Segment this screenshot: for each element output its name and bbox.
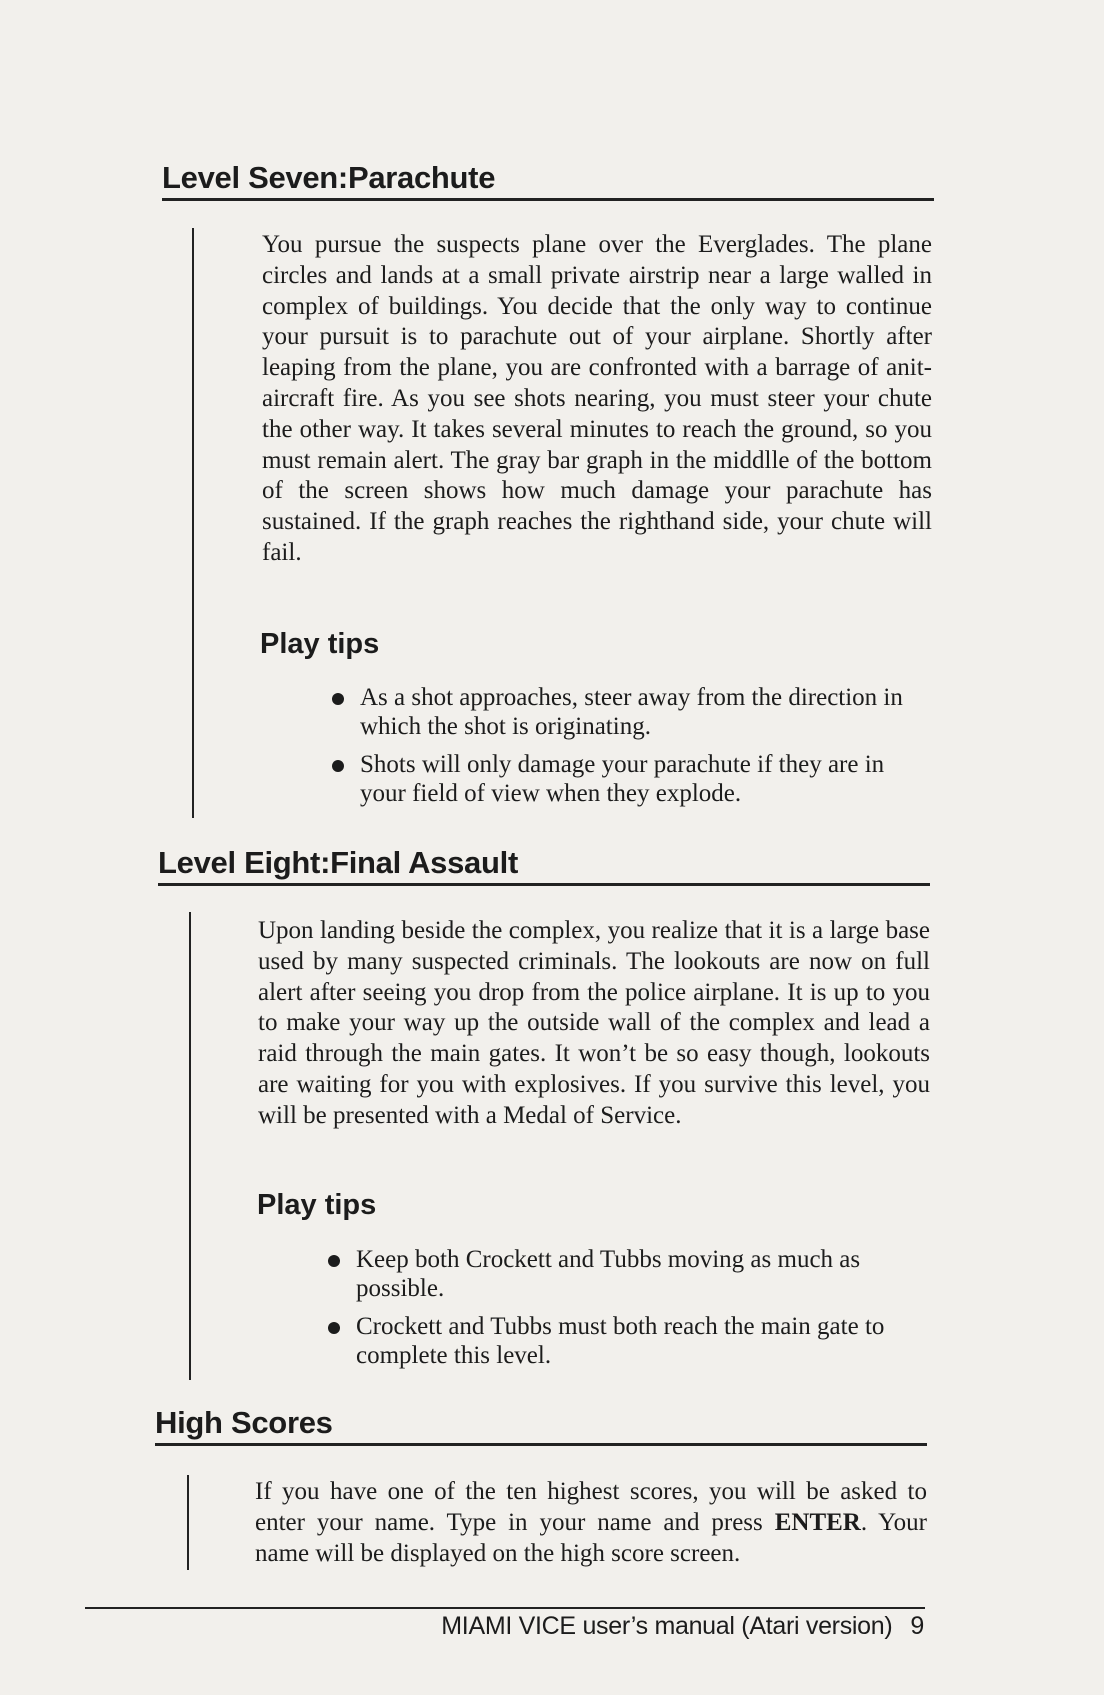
- section-side-rule: [189, 912, 191, 1380]
- section-side-rule: [192, 228, 194, 818]
- list-item: [328, 1245, 930, 1303]
- tip-text: Crockett and Tubbs must both reach the main gate to complete this level.: [356, 1313, 885, 1369]
- section-body-level-seven: You pursue the suspects plane over the Everglades. The plane circles and lands at a small private airstrip near a large walled in complex of buildings. You decide that the only way to continue your pursuit is to parachute out of your airplane. Shortly after leaping from the plane, you are confronted with a barrage of anit-aircraft fire. As you see shots nearing, you must steer your chute the other way. It takes several minutes to reach the ground, so you must remain alert. The gray bar graph in the middlle of the bottom of the screen shows how much damage your parachute has sustained. If the graph reaches the righthand side, your chute will fail.: [262, 231, 932, 566]
- section-body-level-eight: Upon landing beside the complex, you realize that it is a large base used by many suspected criminals. The lookouts are now on full alert after seeing you drop from the police airplane. It is up to you to make your way up the outside wall of the complex and lead a raid through the main gates. It won’t be so easy though, lookouts are waiting for you with explosives. If you survive this level, you will be presented with a Medal of Service.: [258, 917, 930, 1129]
- body-text-part: . Your name will be displayed on the high score screen.: [255, 1508, 928, 1567]
- body-text-part: If you have one of the ten highest scores, you will be asked to enter your name. Type in your name and press: [255, 1478, 927, 1536]
- list-item: [332, 683, 932, 741]
- tip-text: Keep both Crockett and Tubbs moving as much as possible.: [356, 1246, 861, 1302]
- page-number: 9: [910, 1612, 924, 1640]
- section-title-high-scores: High Scores: [155, 1405, 927, 1446]
- key-name: ENTER: [774, 1508, 861, 1536]
- footer-rule: [85, 1607, 925, 1609]
- bullet-icon: [332, 760, 344, 772]
- play-tips-list: [328, 1245, 930, 1379]
- section-title-level-eight: Level Eight:Final Assault: [158, 845, 930, 886]
- play-tips-heading: Play tips: [257, 1189, 377, 1221]
- section-side-rule: [187, 1475, 189, 1570]
- play-tips-heading: Play tips: [260, 628, 380, 660]
- bullet-icon: [328, 1322, 340, 1334]
- section-body-high-scores: [255, 1477, 927, 1569]
- footer-title: MIAMI VICE user’s manual (Atari version): [441, 1612, 893, 1640]
- bullet-icon: [332, 693, 344, 705]
- page-footer: [441, 1612, 924, 1641]
- tip-text: As a shot approaches, steer away from the direction in which the shot is originating.: [360, 684, 903, 740]
- list-item: [332, 750, 932, 808]
- section-title-level-seven: Level Seven:Parachute: [162, 160, 934, 201]
- tip-text: Shots will only damage your parachute if they are in your field of view when they explode.: [360, 751, 885, 807]
- list-item: [328, 1312, 930, 1370]
- bullet-icon: [328, 1255, 340, 1267]
- play-tips-list: [332, 683, 932, 817]
